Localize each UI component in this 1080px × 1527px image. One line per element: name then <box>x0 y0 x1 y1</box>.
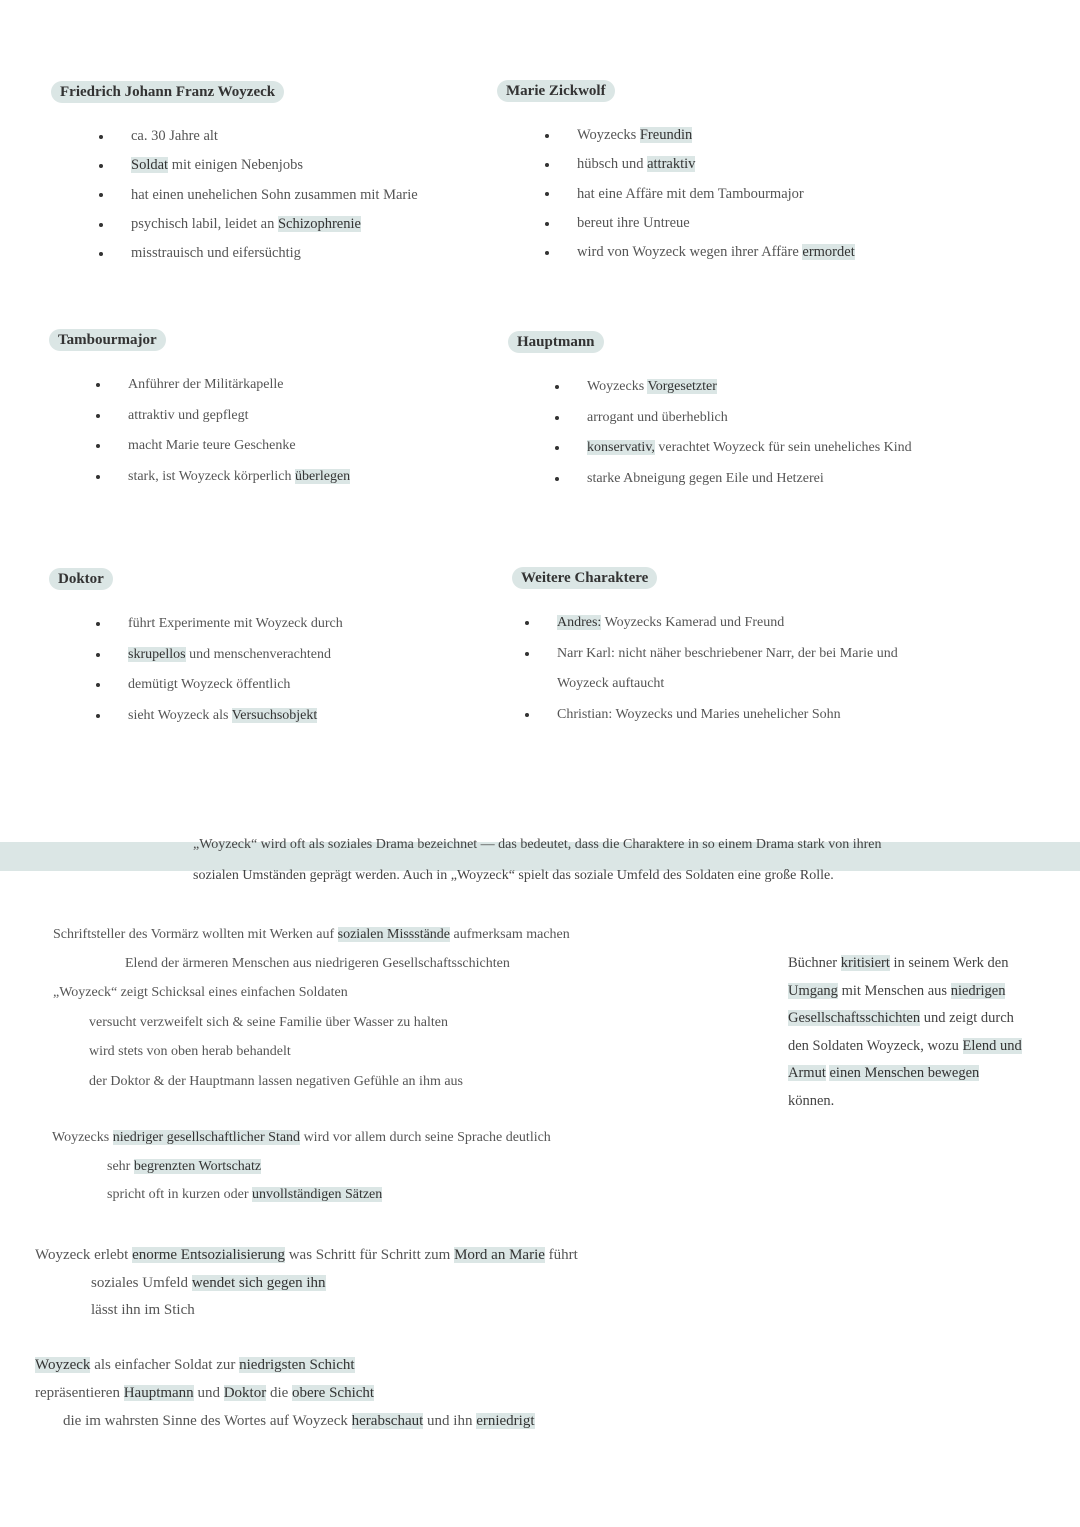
text-segment: führt Experimente mit Woyzeck durch <box>128 616 343 631</box>
note-line <box>125 956 510 972</box>
list-item <box>128 462 350 493</box>
sidebar-conclusion <box>788 950 1028 1115</box>
text-segment: wird vor allem durch seine Sprache deutlich <box>300 1130 551 1145</box>
text-segment: Woyzecks Kamerad und Freund <box>601 615 785 630</box>
text-segment: Schriftsteller des Vormärz wollten mit Werken auf <box>53 927 338 942</box>
highlighted-phrase: niedriger gesellschaftlicher Stand <box>112 1130 301 1145</box>
highlighted-phrase: enorme Entsozialisierung <box>132 1247 285 1263</box>
list-tambourmajor <box>128 370 350 492</box>
list-item <box>131 122 418 151</box>
highlighted-phrase: Umgang <box>788 982 838 999</box>
heading-doktor: Doktor <box>49 568 113 590</box>
text-segment: hat einen unehelichen Sohn zusammen mit Marie <box>131 186 418 203</box>
text-segment: attraktiv und gepflegt <box>128 407 249 423</box>
list-item <box>577 209 855 238</box>
text-segment: können. <box>788 1092 835 1109</box>
highlighted-phrase: herabschaut <box>351 1413 424 1429</box>
highlighted-phrase: niedrigen Gesellschaftsschichten <box>788 982 1006 1026</box>
text-segment: Christian: Woyzecks und Maries unehelicher Sohn <box>557 706 841 722</box>
text-segment: Woyzecks <box>577 127 640 143</box>
note-line <box>35 1385 374 1402</box>
highlighted-phrase: Andres: <box>557 615 602 630</box>
text-segment: wird stets von oben herab behandelt <box>89 1044 291 1059</box>
highlighted-phrase: konservativ, <box>587 440 655 455</box>
note-line <box>107 1187 382 1203</box>
text-segment: in seinem Werk den <box>889 955 1009 971</box>
text-segment: arrogant und überheblich <box>587 409 728 425</box>
text-segment: Woyzeck auftaucht <box>557 676 665 691</box>
note-line <box>35 1247 578 1264</box>
highlighted-phrase: unvollständigen Sätzen <box>252 1187 383 1202</box>
highlighted-phrase: kritisiert <box>840 955 890 971</box>
text-segment: die im wahrsten Sinne des Wortes auf Woyzeck <box>63 1413 352 1429</box>
highlighted-phrase: Versuchsobjekt <box>231 707 318 723</box>
list-item <box>131 151 418 180</box>
text-segment: Anführer der Militärkapelle <box>128 377 284 392</box>
text-segment: Büchner <box>788 955 841 971</box>
text-segment: Elend der ärmeren Menschen aus niedrigeren Gesellschaftsschichten <box>125 956 510 971</box>
highlighted-phrase: Doktor <box>223 1385 267 1401</box>
text-segment: der Doktor & der Hauptmann lassen negativen Gefühle an ihm aus <box>89 1074 464 1089</box>
list-marie <box>577 121 855 267</box>
list-item <box>577 180 855 209</box>
text-segment: psychisch labil, leidet an <box>131 215 278 232</box>
list-item <box>557 669 898 700</box>
text-segment: die <box>266 1385 293 1401</box>
highlighted-phrase: Schizophrenie <box>277 215 361 232</box>
text-segment: Narr Karl: nicht näher beschriebener Narr, der bei Marie und <box>557 645 898 661</box>
text-segment: Woyzecks <box>587 379 648 394</box>
highlighted-phrase: Woyzeck <box>35 1357 91 1373</box>
highlighted-phrase: Mord an Marie <box>454 1247 545 1263</box>
note-line <box>107 1159 261 1175</box>
highlighted-phrase: wendet sich gegen ihn <box>191 1275 326 1291</box>
text-segment: und ihn <box>423 1413 477 1429</box>
text-segment: und zeigt durch den Soldaten Woyzeck, wozu <box>788 1010 1014 1054</box>
text-segment: sieht Woyzeck als <box>128 707 232 723</box>
list-item <box>577 238 855 267</box>
intro-paragraph: „Woyzeck“ wird oft als soziales Drama bezeichnet — das bedeutet, dass die Charaktere in so einem Drama stark von ihren sozialen Umständen geprägt werden. Auch in „Woyzeck“ spielt das soziale Umfeld des Soldaten eine große Rolle. <box>193 837 882 883</box>
text-segment: demütigt Woyzeck öffentlich <box>128 677 291 692</box>
heading-hauptmann: Hauptmann <box>508 331 604 353</box>
list-doktor <box>128 609 343 731</box>
list-weitere <box>557 608 898 730</box>
text-segment: spricht oft in kurzen oder <box>107 1187 253 1202</box>
list-item <box>587 403 912 434</box>
list-item <box>557 608 898 639</box>
note-line <box>53 927 570 943</box>
highlighted-phrase: obere Schicht <box>292 1385 375 1401</box>
note-line <box>63 1413 535 1430</box>
highlighted-phrase: Soldat <box>131 157 169 174</box>
list-item <box>128 640 343 671</box>
text-segment: verachtet Woyzeck für sein uneheliches Kind <box>654 440 912 455</box>
text-segment: Woyzecks <box>52 1130 113 1145</box>
list-item <box>577 150 855 179</box>
text-segment: führt <box>544 1247 578 1263</box>
highlighted-phrase: Vorgesetzter <box>647 379 717 394</box>
highlighted-phrase: sozialen Missstände <box>337 927 451 942</box>
highlighted-phrase: Freundin <box>639 127 693 143</box>
note-line <box>89 1074 463 1090</box>
list-item <box>128 670 343 701</box>
list-item <box>128 701 343 732</box>
heading-weitere: Weitere Charaktere <box>512 567 657 589</box>
text-segment: sehr <box>107 1159 134 1174</box>
list-item <box>131 181 418 210</box>
text-segment: lässt ihn im Stich <box>91 1302 195 1318</box>
text-segment: starke Abneigung gegen Eile und Hetzerei <box>587 470 824 486</box>
list-item <box>587 464 912 495</box>
text-segment: bereut ihre Untreue <box>577 214 690 231</box>
text-segment: versucht verzweifelt sich & seine Familie über Wasser zu halten <box>89 1015 448 1030</box>
highlighted-phrase: niedrigsten Schicht <box>239 1357 355 1373</box>
highlighted-phrase: einen Menschen bewegen <box>829 1065 980 1081</box>
list-item <box>128 431 350 462</box>
text-segment: hübsch und <box>577 156 648 173</box>
highlighted-phrase: ermordet <box>802 244 855 261</box>
list-item <box>128 401 350 432</box>
list-item <box>587 433 912 464</box>
text-segment: aufmerksam machen <box>450 927 570 942</box>
highlighted-phrase: überlegen <box>294 468 351 484</box>
text-segment: mit Menschen aus <box>837 982 951 999</box>
text-segment: repräsentieren <box>35 1385 124 1401</box>
text-segment: und menschenverachtend <box>185 646 331 662</box>
text-segment: macht Marie teure Geschenke <box>128 438 296 453</box>
highlighted-phrase: attraktiv <box>647 156 696 173</box>
text-segment: „Woyzeck“ zeigt Schicksal eines einfachen Soldaten <box>53 985 348 1000</box>
note-line <box>35 1357 355 1374</box>
text-segment: wird von Woyzeck wegen ihrer Affäre <box>577 244 803 261</box>
text-segment: misstrauisch und eifersüchtig <box>131 245 301 262</box>
list-item <box>131 210 418 239</box>
text-segment: ca. 30 Jahre alt <box>131 128 218 144</box>
list-item <box>587 372 912 403</box>
highlighted-phrase: Hauptmann <box>123 1385 194 1401</box>
note-line <box>53 985 348 1001</box>
highlighted-phrase: begrenzten Wortschatz <box>133 1159 262 1174</box>
highlighted-phrase: skrupellos <box>128 646 186 662</box>
list-item <box>577 121 855 150</box>
text-segment: stark, ist Woyzeck körperlich <box>128 468 295 484</box>
note-line <box>91 1275 326 1292</box>
list-hauptmann <box>587 372 912 494</box>
text-segment: als einfacher Soldat zur <box>90 1357 240 1373</box>
list-item <box>131 239 418 268</box>
heading-woyzeck: Friedrich Johann Franz Woyzeck <box>51 81 284 103</box>
highlighted-phrase: Elend und Armut <box>788 1037 1022 1081</box>
highlighted-phrase: erniedrigt <box>476 1413 535 1429</box>
note-line <box>89 1044 291 1060</box>
heading-marie: Marie Zickwolf <box>497 80 615 102</box>
text-segment: Woyzeck erlebt <box>35 1247 133 1263</box>
text-segment: und <box>193 1385 224 1401</box>
list-item <box>557 700 898 731</box>
list-woyzeck <box>131 122 418 268</box>
text-segment: hat eine Affäre mit dem Tambourmajor <box>577 185 804 202</box>
text-segment: soziales Umfeld <box>91 1275 192 1291</box>
text-segment: mit einigen Nebenjobs <box>168 157 303 174</box>
note-line <box>91 1302 195 1319</box>
list-item <box>128 370 350 401</box>
text-segment: was Schritt für Schritt zum <box>284 1247 455 1263</box>
list-item <box>128 609 343 640</box>
heading-tambourmajor: Tambourmajor <box>49 329 166 351</box>
note-line <box>89 1015 448 1031</box>
list-item <box>557 639 898 670</box>
note-line <box>52 1130 551 1146</box>
